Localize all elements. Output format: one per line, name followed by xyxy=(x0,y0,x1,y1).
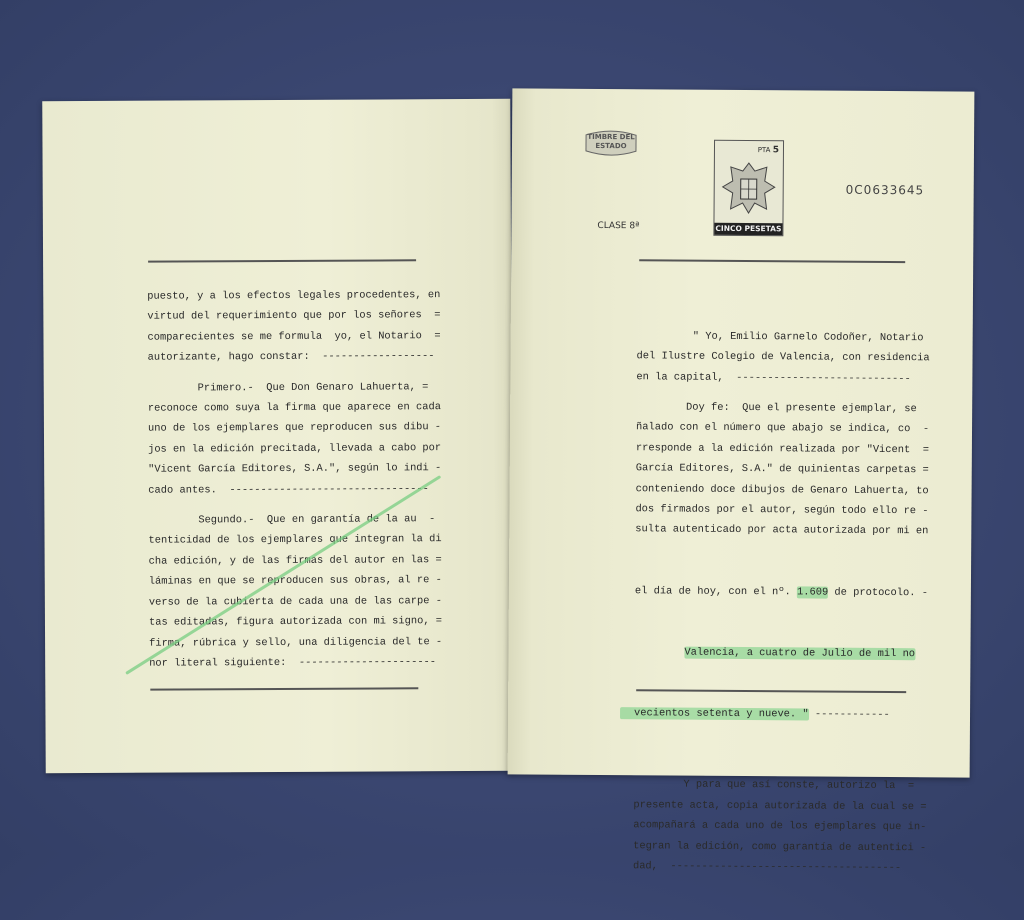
text-line: tenticidad de los ejemplares que integran la di xyxy=(148,530,441,552)
text-line: reconoce como suya la firma que aparece en cada xyxy=(148,397,441,419)
text-line: uno de los ejemplares que reproducen sus dibu - xyxy=(148,418,441,440)
date-line xyxy=(634,642,927,664)
coat-of-arms-icon xyxy=(720,157,776,219)
text-line: dad, ------------------------------------- xyxy=(633,856,926,878)
left-page xyxy=(42,99,514,773)
timbre-stamp xyxy=(582,129,640,155)
protocol-number-highlight: 1.609 xyxy=(797,586,828,598)
text-line: sulta autenticado por acta autorizada por mi en xyxy=(635,520,928,542)
stamp-value-label: CINCO PESETAS xyxy=(714,223,782,235)
text-line: presente acta, copia autorizada de la cual se = xyxy=(633,795,926,817)
serial-number: 0C0633645 xyxy=(846,183,925,198)
text-line: jos en la edición precitada, llevada a cabo por xyxy=(148,438,441,460)
right-page-body xyxy=(633,285,931,919)
top-rule xyxy=(639,259,905,263)
text-line: firma, rúbrica y sello, una diligencia del te - xyxy=(149,632,442,654)
right-page xyxy=(508,88,975,777)
text-line: Doy fe: Que el presente ejemplar, se xyxy=(636,397,929,419)
text-line: dos firmados por el autor, según todo ello re - xyxy=(635,499,928,521)
text-line: láminas en que se reproducen sus obras, al re - xyxy=(149,570,442,592)
text-line: Primero.- Que Don Genaro Lahuerta, = xyxy=(148,377,441,399)
text-line: tas editadas, figura autorizada con mi signo, = xyxy=(149,611,442,633)
bottom-rule xyxy=(150,687,418,690)
text-line: Segundo.- Que en garantía de la au - xyxy=(148,509,441,531)
text-line: cado antes. -------------------------------- xyxy=(148,479,441,501)
text-line: verso de la cubierta de cada una de las carpe - xyxy=(149,591,442,613)
text-line: en la capital, ---------------------------- xyxy=(636,367,929,389)
tax-stamp xyxy=(713,140,784,236)
text-line: nor literal siguiente: ---------------------- xyxy=(149,652,442,674)
stamp-denomination: PTA 5 xyxy=(758,145,779,155)
text-line: autorizante, hago constar: ------------------ xyxy=(148,346,441,368)
text-line: "Vicent García Editores, S.A.", según lo indi - xyxy=(148,458,441,480)
date-highlight: Valencia, a cuatro de Julio de mil no xyxy=(684,647,915,661)
protocol-line: el día de hoy, con el nº. 1.609 de protocolo. - xyxy=(635,581,928,603)
text-line: " Yo, Emilio Garnelo Codoñer, Notario xyxy=(637,326,930,348)
text-line: cha edición, y de las firmas del autor en las = xyxy=(149,550,442,572)
date-line-cont: vecientos setenta y nueve. " ------------ xyxy=(634,703,927,725)
text-line: virtud del requerimiento que por los señores = xyxy=(147,306,440,328)
text-line: Y para que así conste, autorizo la = xyxy=(633,775,926,797)
timbre-label: TIMBRE DEL ESTADO xyxy=(582,129,640,151)
text-line: puesto, y a los efectos legales procedentes, en xyxy=(147,285,440,307)
text-line: acompañará a cada uno de los ejemplares que in- xyxy=(633,815,926,837)
text-line: tegran la edición, como garantía de autentici - xyxy=(633,836,926,858)
text-line: conteniendo doce dibujos de Genaro Lahuerta, to xyxy=(636,479,929,501)
left-page-body xyxy=(147,285,442,674)
text-line: rresponde a la edición realizada por "Vicent = xyxy=(636,438,929,460)
top-rule xyxy=(148,259,416,262)
date-highlight-cont: vecientos setenta y nueve. " xyxy=(620,707,809,720)
text-line: García Editores, S.A." de quinientas carpetas = xyxy=(636,459,929,481)
text-line: comparecientes se me formula yo, el Notario = xyxy=(147,326,440,348)
text-line: ñalado con el número que abajo se indica, co - xyxy=(636,418,929,440)
text-line: del Ilustre Colegio de Valencia, con residencia xyxy=(636,346,929,368)
clase-label: CLASE 8ª xyxy=(597,221,639,231)
